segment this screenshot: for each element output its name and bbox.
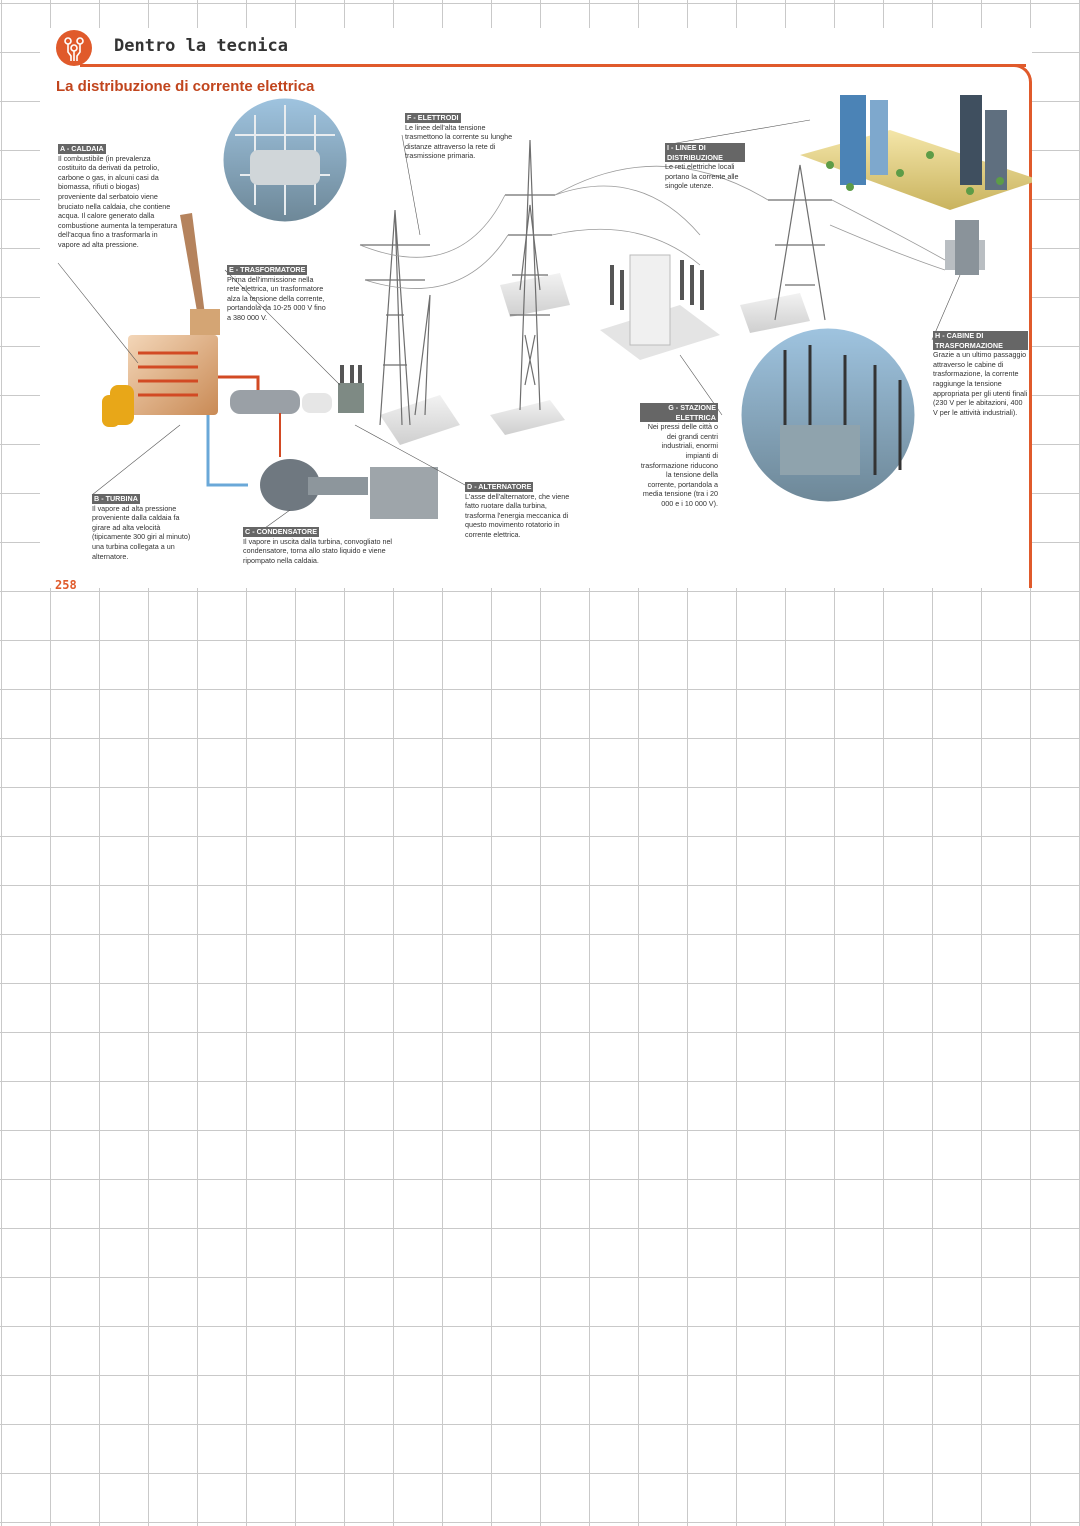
city-graphic — [800, 95, 1032, 210]
label-linee-distribuzione — [665, 143, 745, 191]
tag-stazione: G - STAZIONE ELETTRICA — [640, 403, 718, 422]
tag-condensatore: C - CONDENSATORE — [245, 527, 318, 536]
label-turbina — [92, 494, 192, 561]
text-turbina: Il vapore ad alta pressione proveniente dalla caldaia fa girare ad alta velocità (tipicamente 300 giri al minuto) una turbina collegata a un alternatore. — [92, 503, 191, 561]
label-cabine — [933, 331, 1028, 417]
text-cabine: Grazie a un ultimo passaggio attraverso le cabine di trasformazione, la corrente raggiunge la tensione appropriata per gli utenti finali (230 V per le abitazioni, 400 V per le attività industriali). — [933, 350, 1028, 417]
header-rule — [80, 64, 1026, 67]
label-elettrodi — [405, 113, 520, 161]
page-title: La distribuzione di corrente elettrica — [56, 78, 315, 95]
label-stazione — [640, 403, 718, 509]
text-trasformatore: Prima dell'immissione nella rete elettrica, un trasformatore alza la tensione della corrente, portandola da 10-25 000 V fino a 380 000 V. — [227, 274, 326, 322]
label-condensatore — [243, 527, 393, 565]
tag-linee-distribuzione: I - LINEE DI DISTRIBUZIONE — [665, 143, 745, 162]
substation-photo — [740, 327, 916, 503]
page-number: 258 — [55, 578, 77, 592]
text-caldaia: Il combustibile (in prevalenza costituito da derivati da petrolio, carbone o gas, in alcuni casi da biomassa, rifiuti o biogas) proveniente dal serbatoio viene bruciato nella caldaia, che contiene acqua. Il calore generato dalla combustione aumenta la temperatura dell'acqua fino a trasformarla in vapore ad alta pressione. — [58, 153, 178, 249]
section-title: Dentro la tecnica — [114, 36, 288, 56]
cabin-graphic — [945, 220, 985, 275]
label-caldaia — [58, 144, 178, 250]
boiler-graphic — [102, 213, 258, 485]
text-alternatore: L'asse dell'alternatore, che viene fatto ruotare dalla turbina, trasforma l'energia meccanica di questo movimento rotatorio in corrente elettrica. — [465, 491, 570, 539]
text-linee-distribuzione: Le reti elettriche locali portano la corrente alle singole utenze. — [665, 162, 739, 191]
transformer-graphic — [338, 365, 364, 413]
tag-elettrodi: F - ELETTRODI — [407, 113, 459, 122]
label-alternatore — [465, 482, 577, 540]
tag-turbina: B - TURBINA — [94, 494, 138, 503]
transformer-photo — [222, 97, 348, 223]
section-header — [56, 28, 1032, 68]
circuit-logo-icon — [56, 30, 92, 66]
tag-alternatore: D - ALTERNATORE — [467, 482, 532, 491]
tag-caldaia: A - CALDAIA — [60, 144, 104, 153]
text-condensatore: Il vapore in uscita dalla turbina, convogliato nel condensatore, torna allo stato liquido e viene ripompato nella caldaia. — [243, 536, 393, 565]
tag-cabine: H - CABINE DI TRASFORMAZIONE — [933, 331, 1028, 350]
tag-trasformatore: E - TRASFORMATORE — [229, 265, 306, 274]
text-stazione: Nei pressi delle città o dei grandi centri industriali, enormi impianti di trasformazione riducono la tensione della corrente, portandola a media tensione (tra i 20 000 e i 10 000 V). — [640, 422, 718, 508]
label-trasformatore — [227, 265, 327, 323]
text-elettrodi: Le linee dell'alta tensione trasmettono la corrente su lunghe distanze attraverso la rete di trasmissione primaria. — [405, 122, 513, 161]
substation-graphic — [600, 255, 720, 360]
